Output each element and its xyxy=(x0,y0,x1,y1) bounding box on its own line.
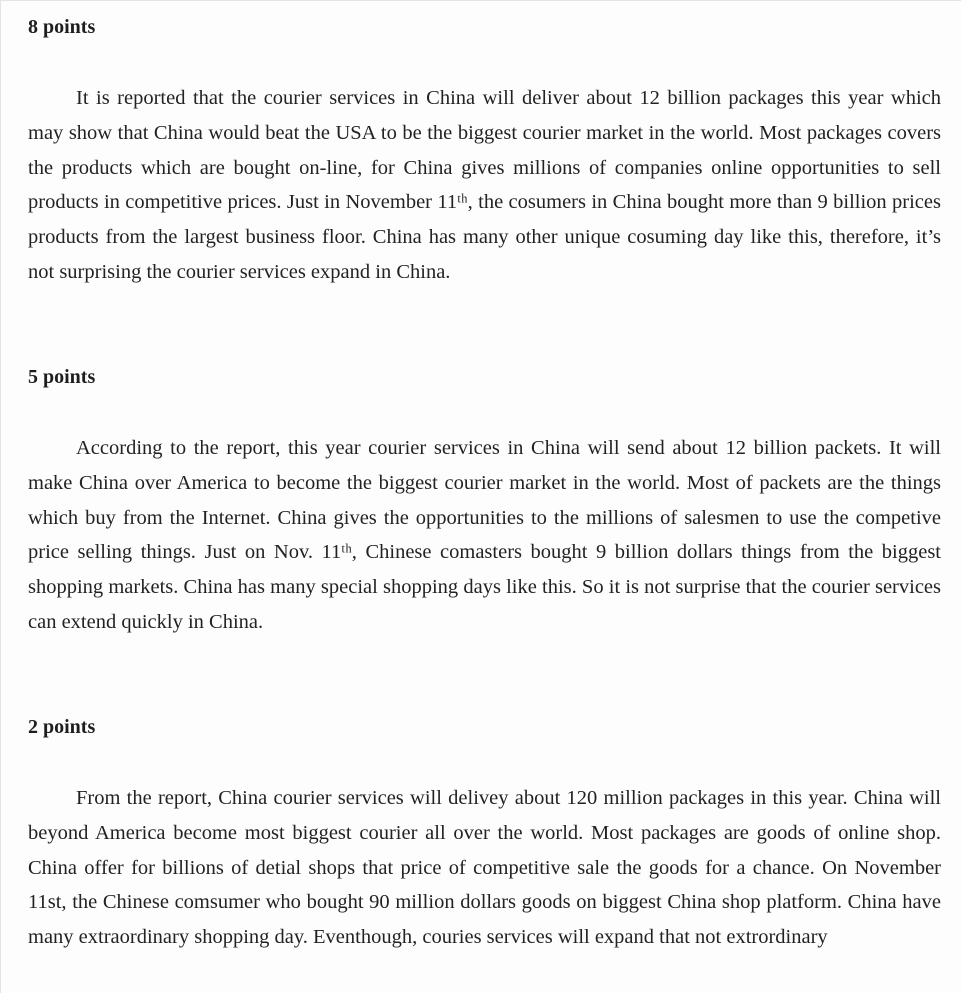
section-heading-2-points: 2 points xyxy=(28,716,96,738)
section-heading-8-points: 8 points xyxy=(28,16,96,38)
essay-paragraph-2-points: From the report, China courier services will delivey about 120 million packages in this year. China will beyond America become most biggest courier all over the world. Most packages are goods of online shop. China offer for billions of detial shops that price of competitive sale the goods for a chance. On November 11st, the Chinese comsumer who bought 90 million dollars goods on biggest China shop platform. China have many extraordinary shopping day. Eventhough, couries services will expand that not extrordinary xyxy=(28,787,941,949)
essay-paragraph-5-points: According to the report, this year courier services in China will send about 12 billion packets. It will make China over America to become the biggest courier market in the world. Most of packets are the things which buy from the Internet. China gives the opportunities to the millions of salesmen to use the competive price selling things. Just on Nov. 11ᵗʰ, Chinese comasters bought 9 billion dollars things from the biggest shopping markets. China has many special shopping days like this. So it is not surprise that the courier services can extend quickly in China. xyxy=(28,437,941,633)
essay-paragraph-8-points: It is reported that the courier services in China will deliver about 12 billion packages this year which may show that China would beat the USA to be the biggest courier market in the world. Most packages covers the products which are bought on-line, for China gives millions of companies online opportunities to sell products in competitive prices. Just in November 11ᵗʰ, the cosumers in China bought more than 9 billion prices products from the largest business floor. China has many other unique cosuming day like this, therefore, it’s not surprising the courier services expand in China. xyxy=(28,87,941,283)
section-heading-5-points: 5 points xyxy=(28,366,96,388)
